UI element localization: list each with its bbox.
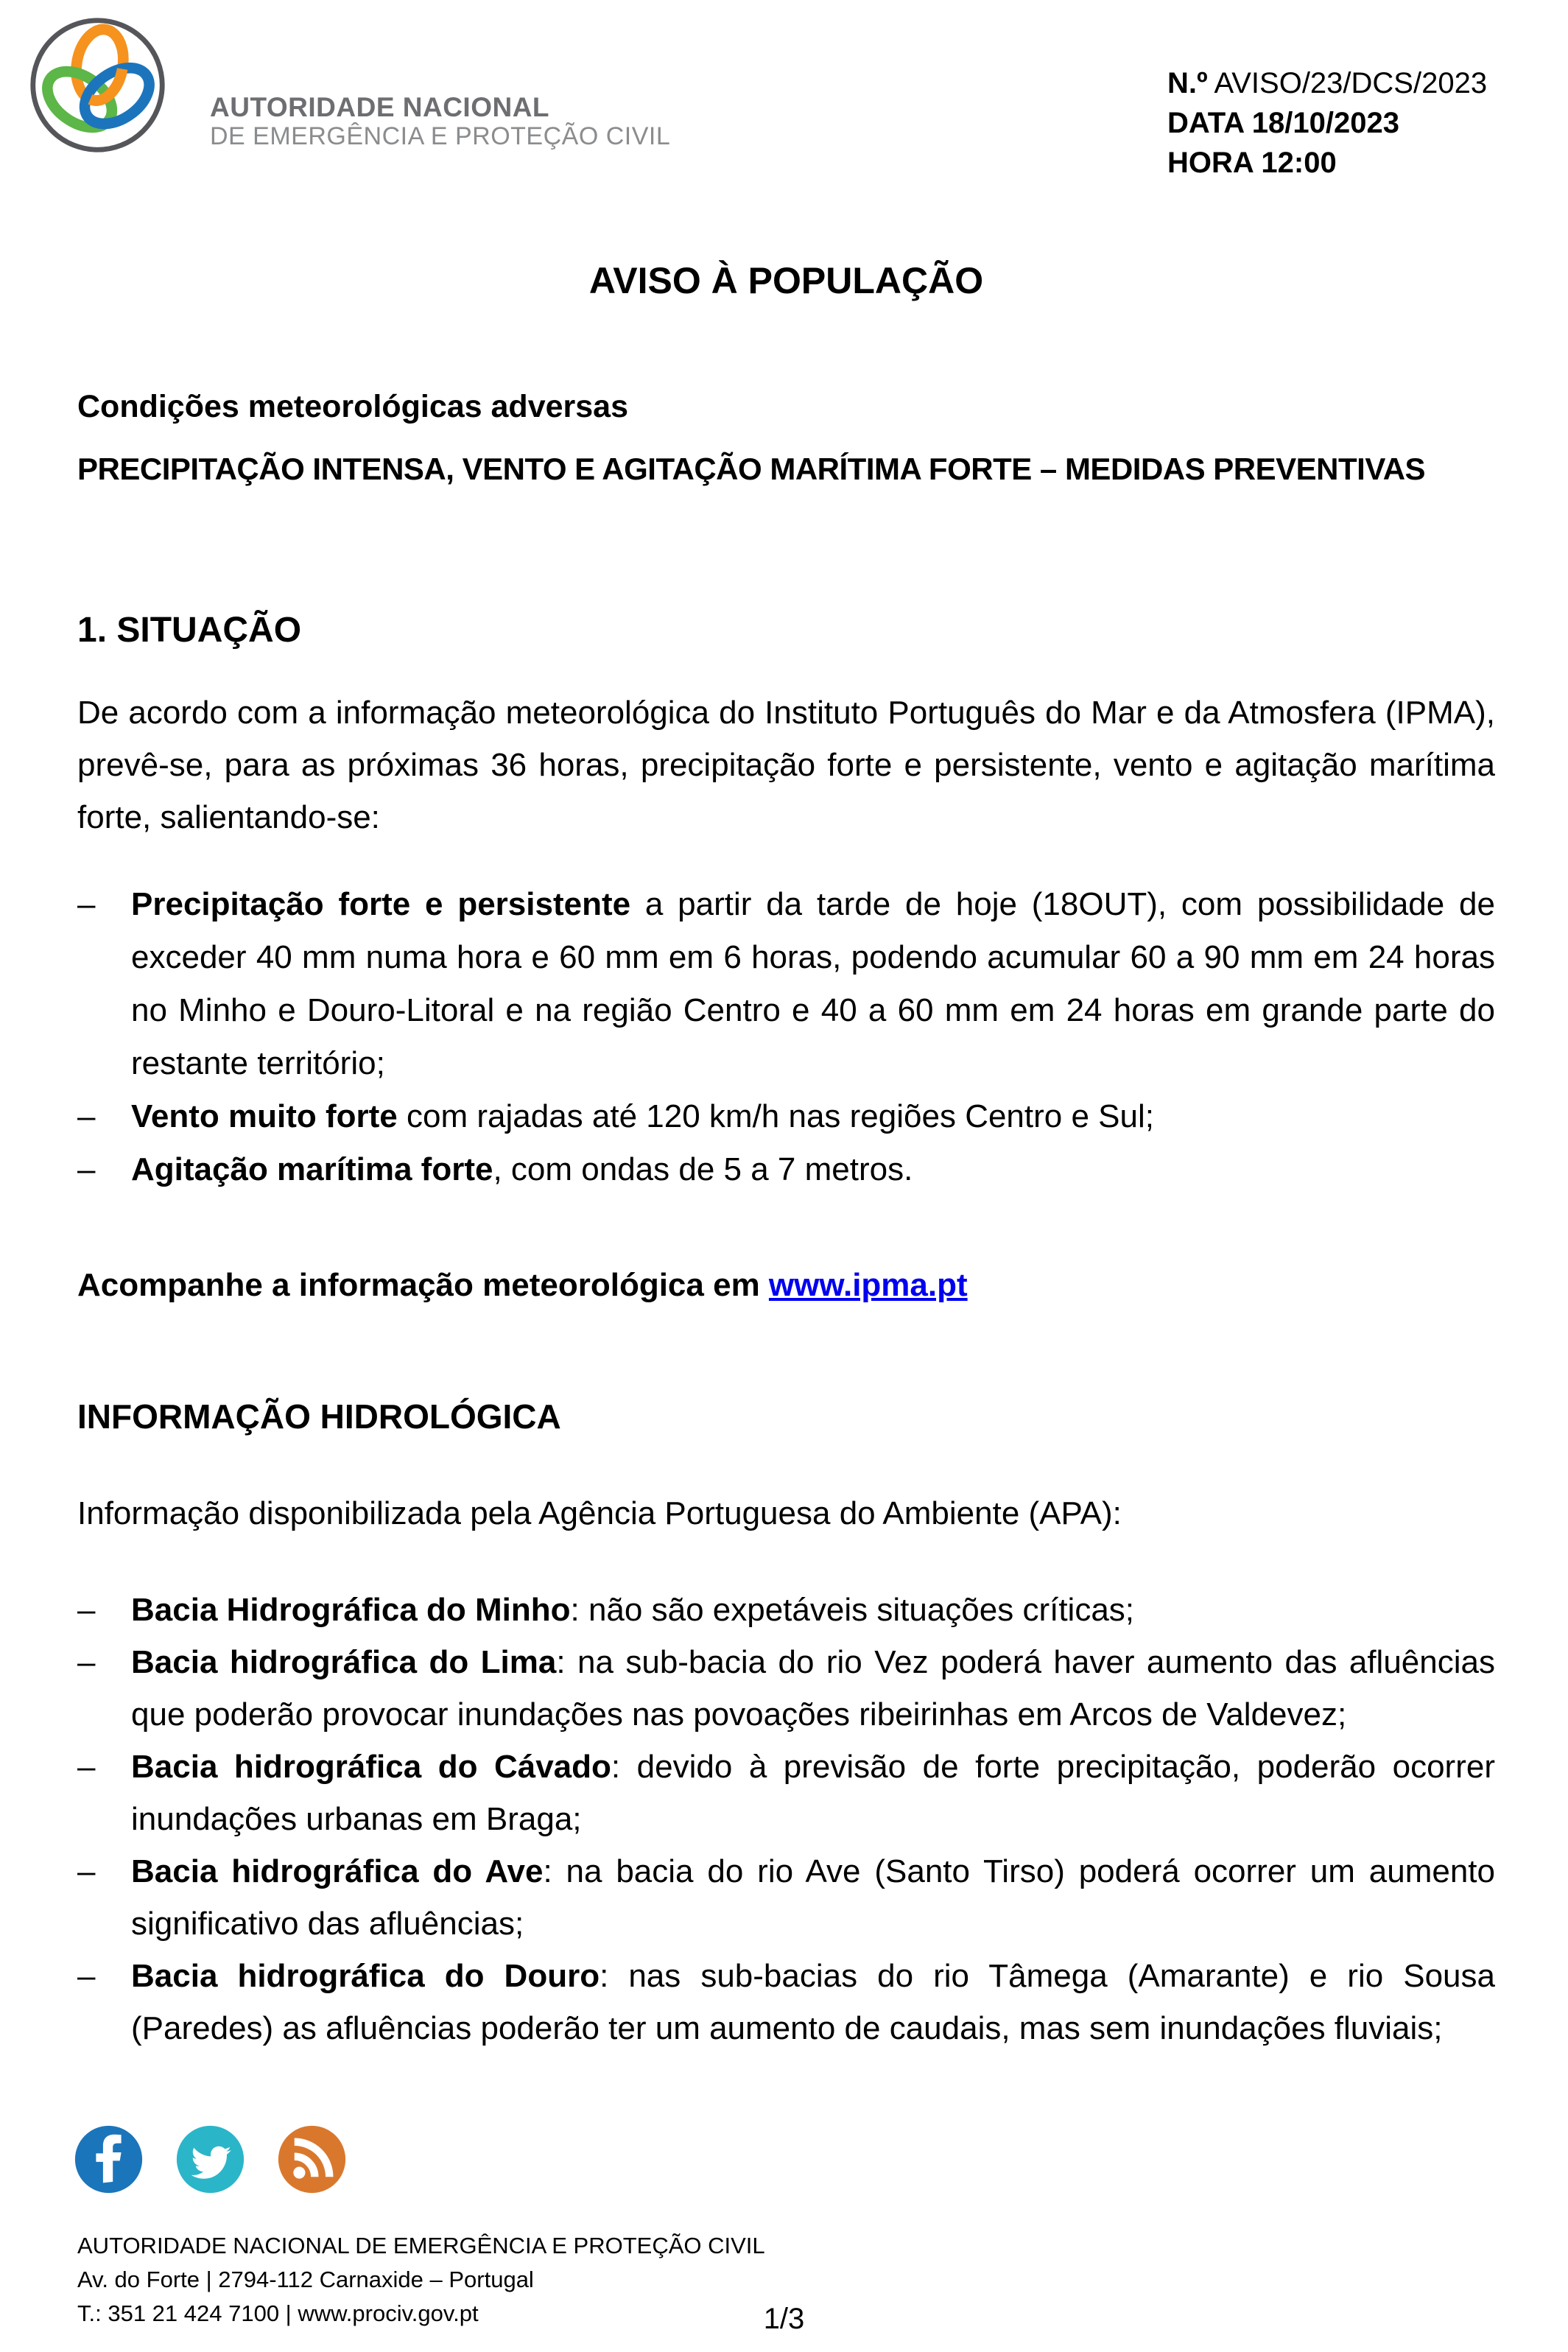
subtitle-conditions: Condições meteorológicas adversas xyxy=(77,389,629,424)
meteo-bullet-item xyxy=(77,1143,1495,1196)
hydrology-intro: Informação disponibilizada pela Agência Portuguesa do Ambiente (APA): xyxy=(77,1495,1122,1531)
hydro-bullet-item xyxy=(77,1636,1495,1741)
facebook-icon[interactable] xyxy=(74,2124,144,2194)
logo-wordmark xyxy=(210,93,670,150)
meteo-bullet-item xyxy=(77,878,1495,1090)
follow-weather-text: Acompanhe a informação meteorológica em xyxy=(77,1267,769,1303)
meta-date-line: DATA 18/10/2023 xyxy=(1167,107,1399,139)
hydro-bullet-item xyxy=(77,1950,1495,2054)
meta-time-line: HORA 12:00 xyxy=(1167,147,1337,179)
bullet-text: Bacia hidrográfica do Cávado: devido à previsão de forte precipitação, poderão ocorrer inundações urbanas em Braga; xyxy=(131,1749,1495,1837)
section-heading-situacao: 1. SITUAÇÃO xyxy=(77,611,302,650)
rss-icon[interactable] xyxy=(277,2124,347,2194)
logo-org-line1: AUTORIDADE NACIONAL xyxy=(210,92,550,122)
bullet-text: Agitação marítima forte, com ondas de 5 a 7 metros. xyxy=(131,1151,913,1187)
bullet-dash: – xyxy=(77,1958,96,1994)
situation-paragraph: De acordo com a informação meteorológica do Instituto Português do Mar e da Atmosfera (IPMA), prevê-se, para as próximas 36 horas, precipitação forte e persistente, vento e agitação marítima forte, salientando-se: xyxy=(77,695,1495,835)
bullet-text: Bacia hidrográfica do Ave: na bacia do rio Ave (Santo Tirso) poderá ocorrer um aumento significativo das afluências; xyxy=(131,1853,1496,1942)
bullet-dash: – xyxy=(77,1151,96,1187)
section-heading-hidrologica: INFORMAÇÃO HIDROLÓGICA xyxy=(77,1397,561,1436)
bullet-dash: – xyxy=(77,886,96,922)
bullet-dash: – xyxy=(77,1592,96,1628)
footer-contact: T.: 351 21 424 7100 | www.prociv.gov.pt xyxy=(77,2300,479,2326)
bullet-dash: – xyxy=(77,1853,96,1889)
document-meta xyxy=(1167,63,1487,183)
hydro-bullet-item xyxy=(77,1584,1495,1636)
bullet-dash: – xyxy=(77,1098,96,1134)
hydro-bullet-item xyxy=(77,1845,1495,1950)
follow-weather-line xyxy=(77,1267,1495,1304)
meteo-bullet-list xyxy=(77,878,1495,1196)
bullet-text: Precipitação forte e persistente a partir da tarde de hoje (18OUT), com possibilidade de exceder 40 mm numa hora e 60 mm em 6 horas, podendo acumular 60 a 90 mm em 24 horas no Minho e Douro-Litoral e na região Centro e 40 a 60 mm em 24 horas em grande parte do restante território; xyxy=(131,886,1495,1081)
meta-number-label: N.º xyxy=(1167,67,1208,99)
meta-number-value: AVISO/23/DCS/2023 xyxy=(1207,67,1488,99)
subtitle-measures: PRECIPITAÇÃO INTENSA, VENTO E AGITAÇÃO MARÍTIMA FORTE – MEDIDAS PREVENTIVAS xyxy=(77,452,1426,486)
bullet-text: Vento muito forte com rajadas até 120 km/h nas regiões Centro e Sul; xyxy=(131,1098,1154,1134)
header-logo xyxy=(26,13,836,168)
footer-org: AUTORIDADE NACIONAL DE EMERGÊNCIA E PROTEÇÃO CIVIL xyxy=(77,2233,765,2258)
social-icons xyxy=(74,2124,347,2194)
anepc-logo-icon xyxy=(26,13,169,157)
bullet-text: Bacia Hidrográfica do Minho: não são expetáveis situações críticas; xyxy=(131,1592,1135,1628)
twitter-icon[interactable] xyxy=(175,2124,245,2194)
hydro-bullet-item xyxy=(77,1741,1495,1845)
logo-org-line2: DE EMERGÊNCIA E PROTEÇÃO CIVIL xyxy=(210,122,671,150)
meteo-bullet-item xyxy=(77,1090,1495,1143)
bullet-dash: – xyxy=(77,1749,96,1785)
bullet-text: Bacia hidrográfica do Lima: na sub-bacia do rio Vez poderá haver aumento das afluências que poderão provocar inundações nas povoações ribeirinhas em Arcos de Valdevez; xyxy=(131,1644,1495,1733)
ipma-link[interactable]: www.ipma.pt xyxy=(768,1267,968,1303)
hydro-bullet-list xyxy=(77,1584,1495,2054)
page-title: AVISO À POPULAÇÃO xyxy=(588,260,984,301)
page-number: 1/3 xyxy=(763,2303,805,2335)
footer-address: Av. do Forte | 2794-112 Carnaxide – Portugal xyxy=(77,2267,534,2292)
bullet-text: Bacia hidrográfica do Douro: nas sub-bacias do rio Tâmega (Amarante) e rio Sousa (Paredes) as afluências poderão ter um aumento de caudais, mas sem inundações fluviais; xyxy=(131,1958,1495,2046)
meta-number-line xyxy=(1167,63,1487,103)
bullet-dash: – xyxy=(77,1644,96,1680)
